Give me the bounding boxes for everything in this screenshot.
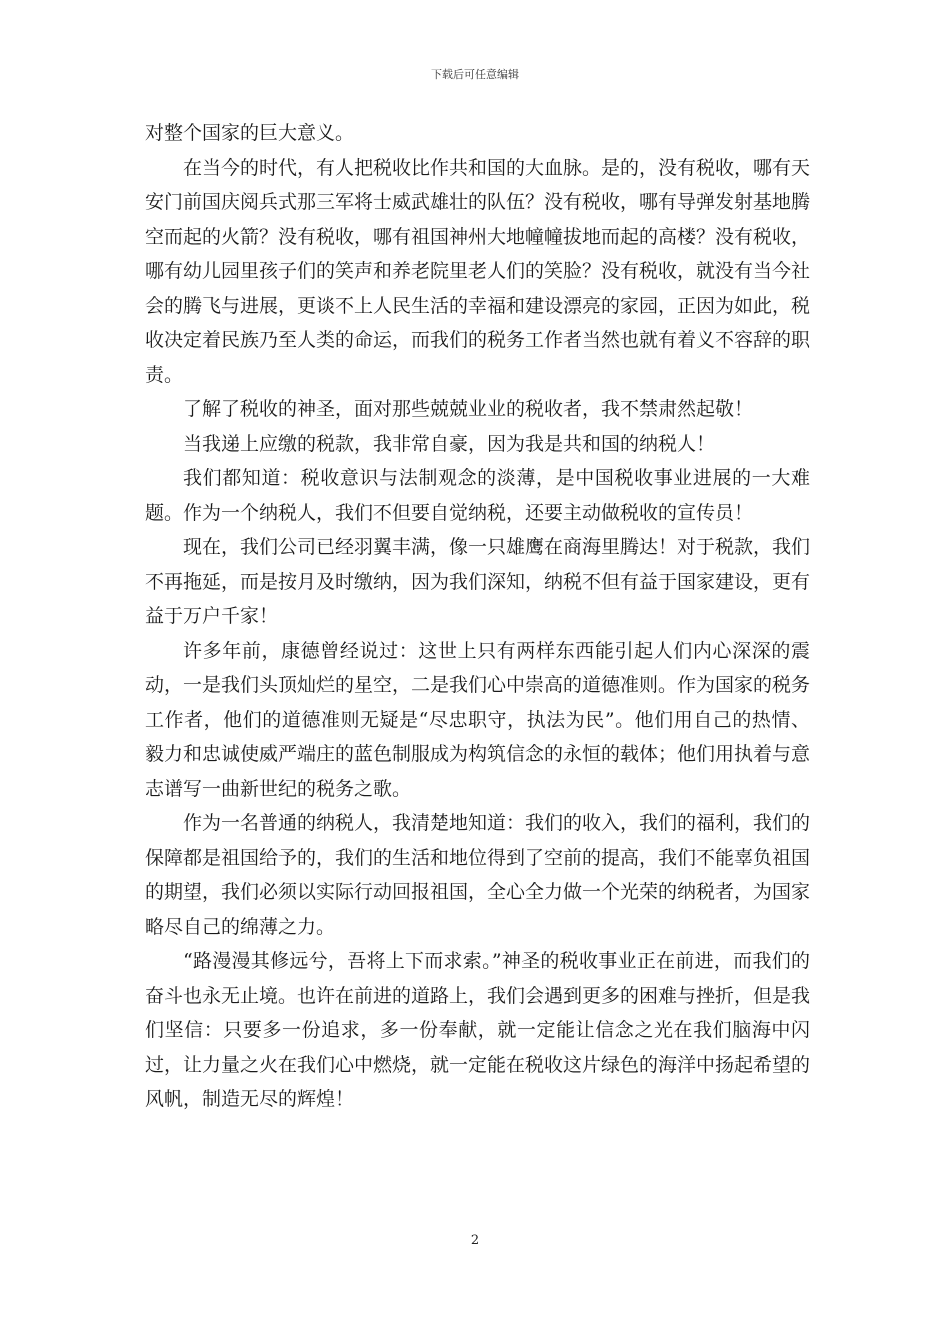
paragraph: 许多年前，康德曾经说过：这世上只有两样东西能引起人们内心深深的震动，一是我们头顶灿烂的星空，二是我们心中崇高的道德准则。作为国家的税务工作者，他们的道德准则无疑是“尽忠职守，执法为民”。他们用自己的热情、毅力和忠诚使威严端庄的蓝色制服成为构筑信念的永恒的载体；他们用执着与意志谱写一曲新世纪的税务之歌。 <box>145 639 811 800</box>
paragraph: “路漫漫其修远兮，吾将上下而求索。”神圣的税收事业正在前进，而我们的奋斗也永无止境。也许在前进的道路上，我们会遇到更多的困难与挫折，但是我们坚信：只要多一份追求，多一份奉献，就一定能让信念之光在我们脑海中闪过，让力量之火在我们心中燃烧，就一定能在税收这片绿色的海洋中扬起希望的风帆，制造无尽的辉煌！ <box>145 950 811 1110</box>
paragraph-continuation: 对整个国家的巨大意义。 <box>145 122 355 144</box>
paragraph: 在当今的时代，有人把税收比作共和国的大血脉。是的，没有税收，哪有天安门前国庆阅兵式那三军将士威武雄壮的队伍？没有税收，哪有导弹发射基地腾空而起的火箭？没有税收，哪有祖国神州大地幢幢拔地而起的高楼？没有税收，哪有幼儿园里孩子们的笑声和养老院里老人们的笑脸？没有税收，就没有当今社会的腾飞与进展，更谈不上人民生活的幸福和建设漂亮的家园，正因为如此，税收决定着民族乃至人类的命运，而我们的税务工作者当然也就有着义不容辞的职责。 <box>145 156 811 386</box>
page-header: 下载后可任意编辑 <box>431 68 519 81</box>
paragraph: 作为一名普通的纳税人，我清楚地知道：我们的收入，我们的福利，我们的保障都是祖国给予的，我们的生活和地位得到了空前的提高，我们不能辜负祖国的期望，我们必须以实际行动回报祖国，全心全力做一个光荣的纳税者，为国家略尽自己的绵薄之力。 <box>145 812 811 938</box>
paragraph: 现在，我们公司已经羽翼丰满，像一只雄鹰在商海里腾达！对于税款，我们不再拖延，而是按月及时缴纳，因为我们深知，纳税不但有益于国家建设，更有益于万户千家！ <box>145 536 811 627</box>
paragraph: 当我递上应缴的税款，我非常自豪，因为我是共和国的纳税人！ <box>183 432 716 455</box>
page-number: 2 <box>470 1233 480 1248</box>
paragraph: 我们都知道：税收意识与法制观念的淡薄，是中国税收事业进展的一大难题。作为一个纳税人，我们不但要自觉纳税，还要主动做税收的宣传员！ <box>145 467 810 524</box>
document-body <box>145 116 810 1117</box>
paragraph: 了解了税收的神圣，面对那些兢兢业业的税收者，我不禁肃然起敬！ <box>183 398 754 420</box>
